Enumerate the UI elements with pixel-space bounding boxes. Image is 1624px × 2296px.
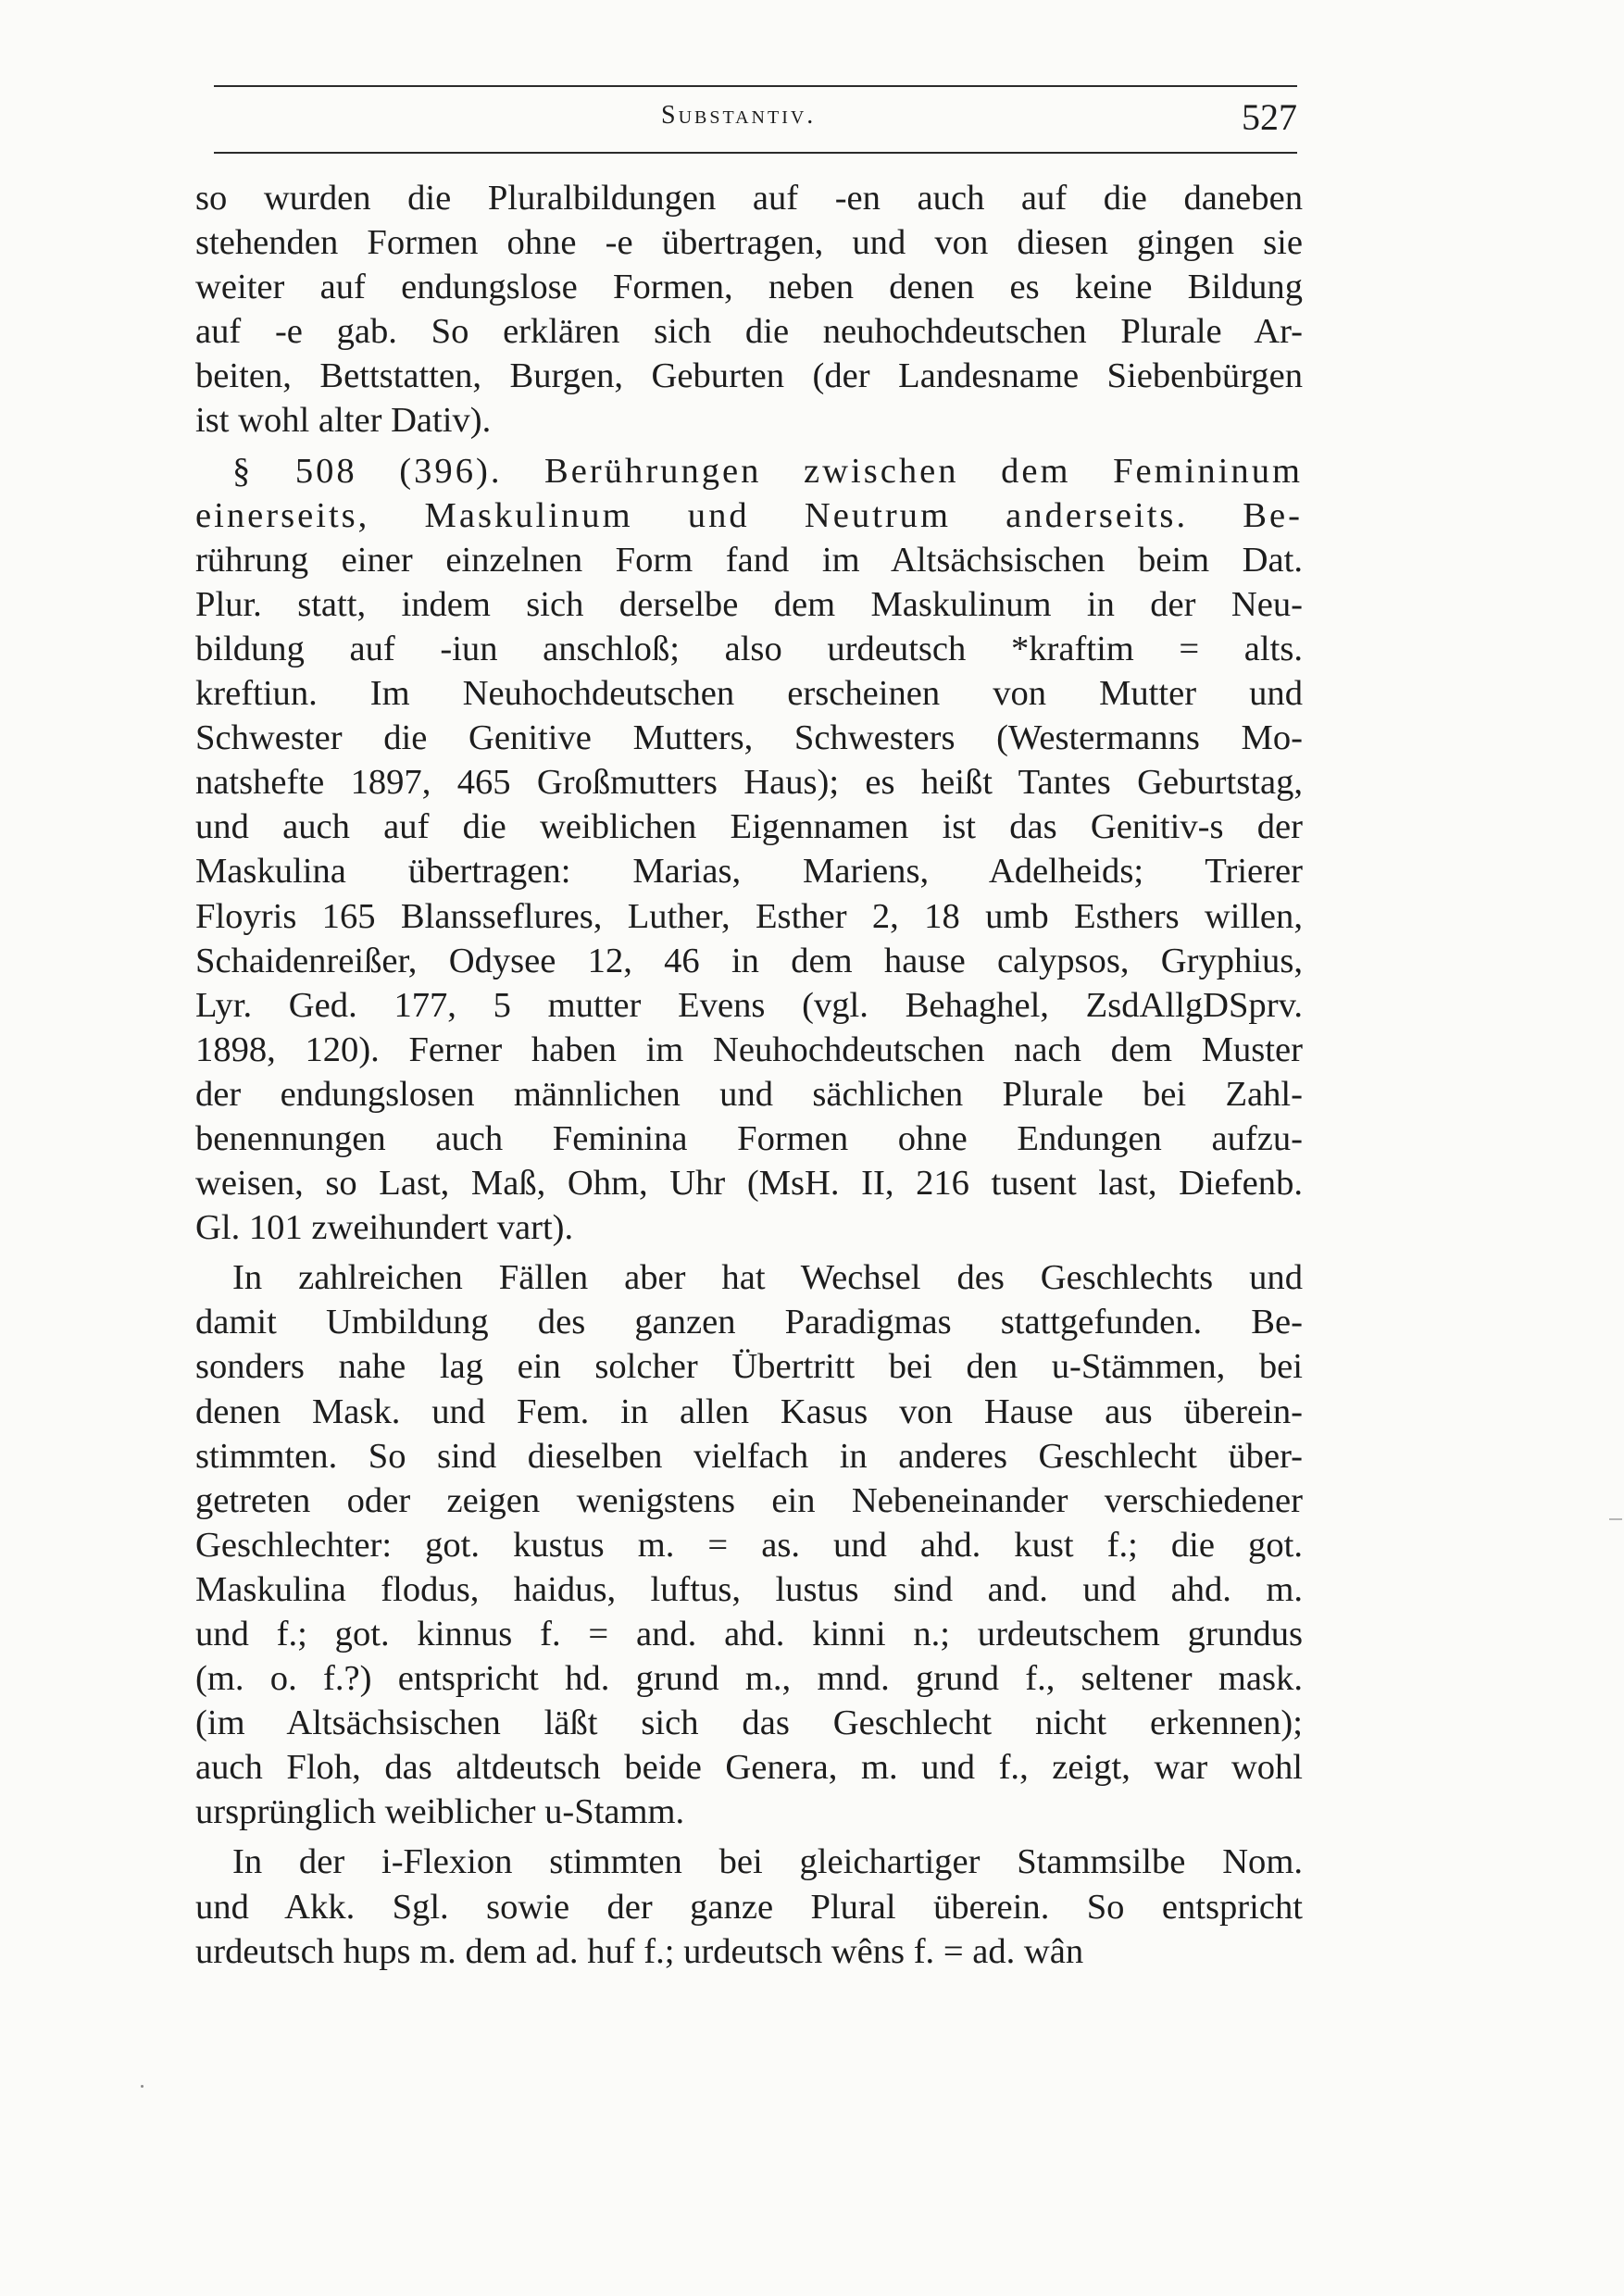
text-line: sonders nahe lag ein solcher Übertritt bei den u-Stämmen, bei [195, 1347, 1303, 1387]
text-line: stehenden Formen ohne -e übertragen, und von diesen gingen sie [195, 223, 1303, 263]
body-text [195, 176, 1303, 1974]
section-heading-line: § 508 (396). Berührungen zwischen dem Femininum [232, 451, 1303, 491]
text-line: der endungslosen männlichen und sächlichen Plurale bei Zahl- [195, 1074, 1303, 1114]
text-line: Plur. statt, indem sich derselbe dem Maskulinum in der Neu- [195, 584, 1303, 624]
text-line: ist wohl alter Dativ). [195, 401, 492, 441]
text-line: so wurden die Pluralbildungen auf -en auch auf die daneben [195, 179, 1303, 218]
text-line: kreftiun. Im Neuhochdeutschen erscheinen von Mutter und [195, 674, 1303, 714]
page-number: 527 [1242, 96, 1297, 138]
text-line: In der i-Flexion stimmten bei gleichartiger Stammsilbe Nom. [232, 1842, 1303, 1882]
text-line: Maskulina flodus, haidus, luftus, lustus sind and. und ahd. m. [195, 1569, 1303, 1609]
text-line: getreten oder zeigen wenigstens ein Nebeneinander verschiedener [195, 1480, 1303, 1520]
text-line: ursprünglich weiblicher u-Stamm. [195, 1792, 685, 1832]
text-line: Maskulina übertragen: Marias, Mariens, Adelheids; Trierer [195, 852, 1303, 892]
scan-edge-mark [1609, 1518, 1622, 1520]
text-line: und f.; got. kinnus f. = and. ahd. kinni n.; urdeutschem grundus [195, 1615, 1303, 1653]
text-line: urdeutsch hups m. dem ad. huf f.; urdeutsch wêns f. = ad. wân [195, 1931, 1084, 1971]
text-line: In zahlreichen Fällen aber hat Wechsel des Geschlechts und [232, 1258, 1303, 1298]
text-line: auch Floh, das altdeutsch beide Genera, m. und f., zeigt, war wohl [195, 1748, 1303, 1788]
text-line: auf -e gab. So erklären sich die neuhochdeutschen Plurale Ar- [195, 312, 1303, 352]
text-line: bildung auf -iun anschloß; also urdeutsch *kraftim = alts. [195, 629, 1303, 668]
running-head [214, 95, 1297, 147]
text-line: (m. o. f.?) entspricht hd. grund m., mnd. grund f., seltener mask. [195, 1659, 1303, 1699]
text-line: damit Umbildung des ganzen Paradigmas stattgefunden. Be- [195, 1303, 1303, 1342]
text-line: denen Mask. und Fem. in allen Kasus von Hause aus überein- [195, 1391, 1303, 1431]
header-rule-top [214, 85, 1297, 87]
header-rule-bottom [214, 152, 1297, 154]
text-line: natshefte 1897, 465 Großmutters Haus); es heißt Tantes Geburtstag, [195, 763, 1303, 803]
text-line: Gl. 101 zweihundert vart). [195, 1208, 574, 1248]
text-line: Lyr. Ged. 177, 5 mutter Evens (vgl. Behaghel, ZsdAllgDSprv. [195, 985, 1303, 1025]
scan-speck [141, 2085, 144, 2088]
text-line: 1898, 120). Ferner haben im Neuhochdeutschen nach dem Muster [195, 1029, 1303, 1069]
text-line: benennungen auch Feminina Formen ohne Endungen aufzu- [195, 1118, 1303, 1158]
text-line: Schwester die Genitive Mutters, Schwesters (Westermanns Mo- [195, 718, 1303, 758]
running-title: Substantiv. [661, 101, 817, 130]
text-line: Geschlechter: got. kustus m. = as. und ahd. kust f.; die got. [195, 1525, 1303, 1565]
text-line: Schaidenreißer, Odysee 12, 46 in dem hause calypsos, Gryphius, [195, 941, 1303, 980]
text-line: und auch auf die weiblichen Eigennamen ist das Genitiv-s der [195, 807, 1303, 847]
text-line: stimmten. So sind dieselben vielfach in anderes Geschlecht über- [195, 1436, 1303, 1476]
text-line: beiten, Bettstatten, Burgen, Geburten (der Landesname Siebenbürgen [195, 356, 1303, 396]
section-heading-line: einerseits, Maskulinum und Neutrum anderseits. Be- [195, 495, 1303, 535]
text-line: weisen, so Last, Maß, Ohm, Uhr (MsH. II, 216 tusent last, Diefenb. [195, 1164, 1303, 1204]
text-line: (im Altsächsischen läßt sich das Geschlecht nicht erkennen); [195, 1703, 1303, 1743]
text-line: weiter auf endungslose Formen, neben denen es keine Bildung [195, 268, 1303, 307]
text-line: Floyris 165 Blansseflures, Luther, Esther 2, 18 umb Esthers willen, [195, 896, 1303, 936]
text-line: und Akk. Sgl. sowie der ganze Plural überein. So entspricht [195, 1887, 1303, 1927]
text-line: rührung einer einzelnen Form fand im Altsächsischen beim Dat. [195, 540, 1303, 580]
